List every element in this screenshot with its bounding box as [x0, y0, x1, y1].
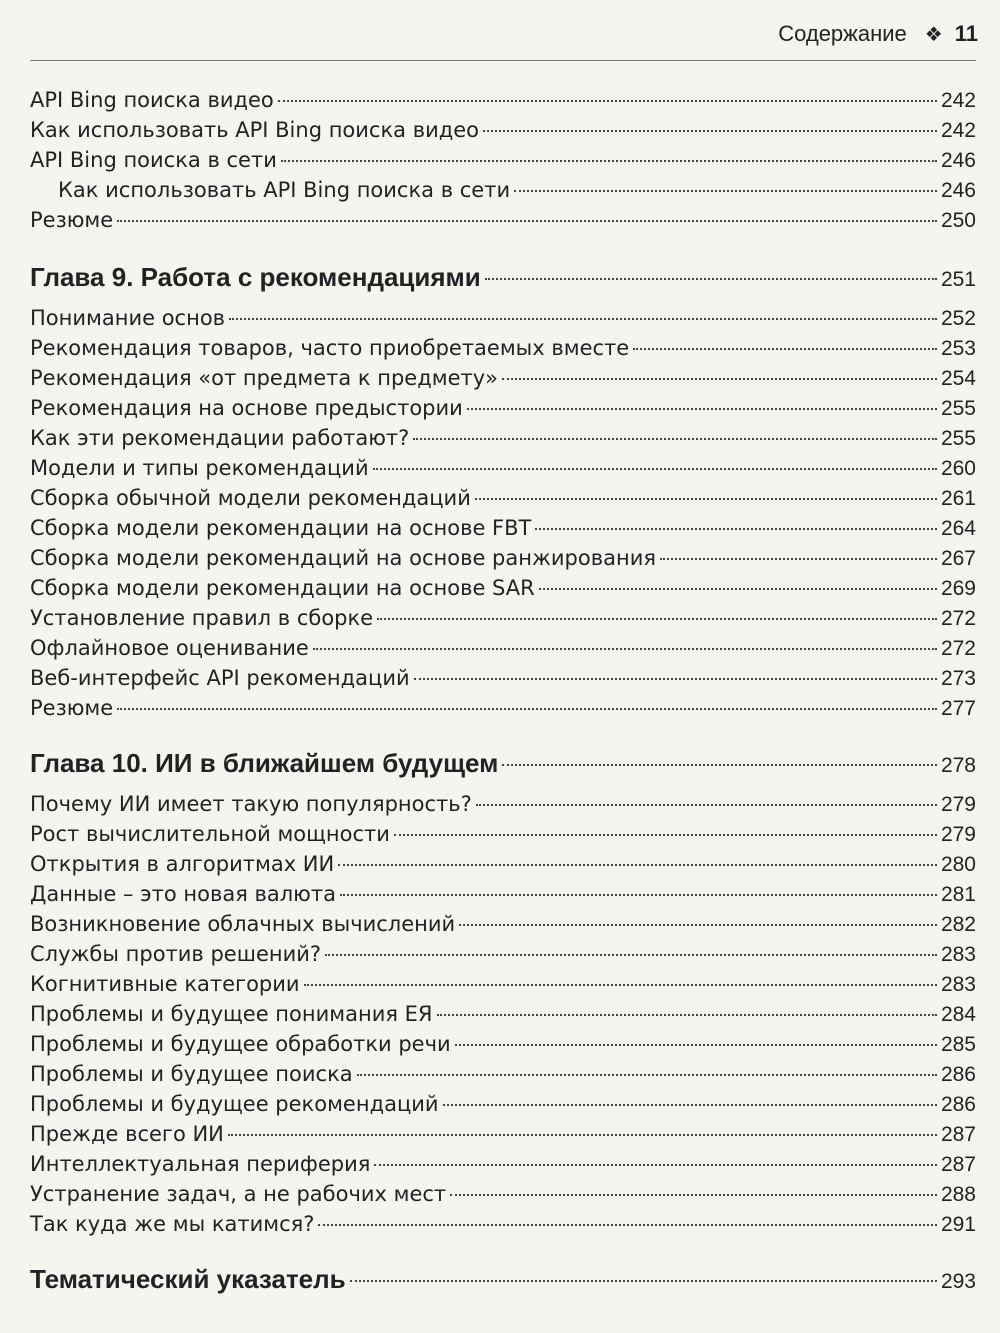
- toc-entry-page: 277: [940, 697, 976, 720]
- toc-entry-page: 278: [940, 754, 976, 777]
- toc-entry-page: 281: [940, 883, 976, 906]
- toc-entry-page: 282: [940, 913, 976, 936]
- dot-leader: [502, 378, 937, 380]
- toc-entry-page: 267: [940, 547, 976, 570]
- toc-entry-title: Офлайновое оценивание: [30, 636, 309, 660]
- dot-leader: [117, 220, 937, 222]
- toc-entry-page: 291: [940, 1213, 976, 1236]
- toc-entry-title: Возникновение облачных вычислений: [30, 912, 456, 936]
- toc-entry-title: Устранение задач, а не рабочих мест: [30, 1182, 447, 1206]
- toc-entry: [30, 486, 976, 511]
- toc-entry: [30, 606, 976, 631]
- toc-entry: [30, 396, 976, 421]
- toc-chapter-heading: [30, 262, 976, 293]
- dot-leader: [414, 678, 937, 680]
- ornament-icon: ❖: [924, 23, 943, 46]
- toc-entry-title: Сборка модели рекомендации на основе SAR: [30, 576, 535, 600]
- toc-entry: [30, 366, 976, 391]
- toc-entry-title: Сборка модели рекомендации на основе FBT: [30, 516, 532, 540]
- dot-leader: [304, 984, 937, 986]
- dot-leader: [338, 864, 937, 866]
- toc-entry-page: 252: [940, 307, 976, 330]
- toc-entry-title: Так куда же мы катимся?: [30, 1212, 315, 1236]
- dot-leader: [325, 954, 937, 956]
- dot-leader: [413, 438, 937, 440]
- toc-entry-title: Проблемы и будущее понимания ЕЯ: [30, 1002, 433, 1026]
- toc-entry-title: Как использовать API Bing поиска в сети: [58, 178, 511, 202]
- toc-entry-page: 246: [940, 149, 976, 172]
- toc-entry-title: Сборка обычной модели рекомендаций: [30, 486, 471, 510]
- toc-entry: [30, 852, 976, 877]
- toc-entry-title: Как использовать API Bing поиска видео: [30, 118, 480, 142]
- dot-leader: [373, 468, 937, 470]
- toc-entry: [30, 636, 976, 661]
- dot-leader: [278, 100, 937, 102]
- toc-chapter-heading: [30, 1264, 976, 1295]
- toc-entry-page: 279: [940, 793, 976, 816]
- toc-entry-page: 272: [940, 637, 976, 660]
- toc-entry-page: 286: [940, 1063, 976, 1086]
- dot-leader: [281, 160, 937, 162]
- toc-entry-title: Рекомендация на основе предыстории: [30, 396, 463, 420]
- dot-leader: [660, 558, 937, 560]
- toc-entry-title: Сборка модели рекомендаций на основе ранжирования: [30, 546, 656, 570]
- toc-entry-title: Установление правил в сборке: [30, 606, 374, 630]
- dot-leader: [502, 764, 937, 766]
- toc-entry-page: 287: [940, 1123, 976, 1146]
- toc-entry-title: API Bing поиска в сети: [30, 148, 277, 172]
- toc-entry: [30, 546, 976, 571]
- toc-entry-page: 242: [940, 119, 976, 142]
- dot-leader: [467, 408, 937, 410]
- toc-entry-title: Рост вычислительной мощности: [30, 822, 390, 846]
- toc-entry: [30, 88, 976, 113]
- toc-entry: [30, 456, 976, 481]
- toc-entry-page: 272: [940, 607, 976, 630]
- dot-leader: [539, 588, 937, 590]
- toc-entry-title: Глава 10. ИИ в ближайшем будущем: [30, 748, 499, 778]
- section-title: Содержание: [778, 21, 907, 46]
- toc-entry: [30, 1122, 976, 1147]
- toc-entry: [30, 516, 976, 541]
- toc-entry-page: 293: [940, 1270, 976, 1293]
- toc-entry: [30, 1092, 976, 1117]
- toc-entry: [30, 1062, 976, 1087]
- toc-entry: [30, 942, 976, 967]
- toc-entry-page: 250: [940, 209, 976, 232]
- toc-entry: [30, 336, 976, 361]
- toc-entry-title: Рекомендация «от предмета к предмету»: [30, 366, 499, 390]
- toc-entry-page: 286: [940, 1093, 976, 1116]
- toc-entry-page: 260: [940, 457, 976, 480]
- dot-leader: [485, 278, 937, 280]
- toc-entry-title: Понимание основ: [30, 306, 226, 330]
- toc-entry: [30, 1032, 976, 1057]
- dot-leader: [350, 1280, 937, 1282]
- header-rule: [30, 60, 976, 61]
- toc-entry-page: 264: [940, 517, 976, 540]
- toc-entry: [30, 178, 976, 203]
- dot-leader: [455, 1044, 937, 1046]
- toc-entry-page: 273: [940, 667, 976, 690]
- dot-leader: [450, 1194, 937, 1196]
- toc-entry: [30, 912, 976, 937]
- dot-leader: [475, 498, 937, 500]
- toc-entry-title: Интеллектуальная периферия: [30, 1152, 371, 1176]
- toc-entry-title: Когнитивные категории: [30, 972, 300, 996]
- toc-entry-page: 287: [940, 1153, 976, 1176]
- page-number: 11: [954, 21, 978, 46]
- dot-leader: [377, 618, 937, 620]
- toc-entry-title: Веб-интерфейс API рекомендаций: [30, 666, 410, 690]
- toc-entry-page: 254: [940, 367, 976, 390]
- toc-entry-title: Почему ИИ имеет такую популярность?: [30, 792, 472, 816]
- dot-leader: [476, 804, 937, 806]
- dot-leader: [340, 894, 937, 896]
- running-header: [778, 18, 978, 50]
- toc-entry-title: Службы против решений?: [30, 942, 322, 966]
- toc-entry-title: Проблемы и будущее поиска: [30, 1062, 353, 1086]
- dot-leader: [229, 318, 937, 320]
- dot-leader: [437, 1014, 937, 1016]
- toc-entry-page: 283: [940, 973, 976, 996]
- toc-entry-title: Резюме: [30, 696, 114, 720]
- toc-entry-page: 288: [940, 1183, 976, 1206]
- toc-entry-title: Проблемы и будущее обработки речи: [30, 1032, 451, 1056]
- toc-entry-page: 255: [940, 427, 976, 450]
- toc-entry: [30, 426, 976, 451]
- toc-entry: [30, 1152, 976, 1177]
- dot-leader: [117, 708, 937, 710]
- dot-leader: [459, 924, 937, 926]
- toc-entry: [30, 576, 976, 601]
- dot-leader: [313, 648, 937, 650]
- toc-entry: [30, 306, 976, 331]
- toc-entry-title: Модели и типы рекомендаций: [30, 456, 369, 480]
- toc-entry-page: 283: [940, 943, 976, 966]
- toc-entry-title: Рекомендация товаров, часто приобретаемых вместе: [30, 336, 630, 360]
- toc-entry-page: 242: [940, 89, 976, 112]
- dot-leader: [357, 1074, 937, 1076]
- toc-entry-page: 279: [940, 823, 976, 846]
- dot-leader: [483, 130, 937, 132]
- toc-entry-title: API Bing поиска видео: [30, 88, 274, 112]
- toc-entry-title: Данные – это новая валюта: [30, 882, 336, 906]
- toc-entry-title: Прежде всего ИИ: [30, 1122, 224, 1146]
- toc-entry-page: 246: [940, 179, 976, 202]
- toc-entry-title: Открытия в алгоритмах ИИ: [30, 852, 335, 876]
- toc-entry-title: Проблемы и будущее рекомендаций: [30, 1092, 439, 1116]
- toc-entry-page: 269: [940, 577, 976, 600]
- toc-entry: [30, 1212, 976, 1237]
- toc-entry-page: 251: [940, 268, 976, 291]
- toc-entry: [30, 1182, 976, 1207]
- toc-entry-page: 253: [940, 337, 976, 360]
- dot-leader: [318, 1224, 937, 1226]
- toc-entry: [30, 666, 976, 691]
- toc-entry-title: Как эти рекомендации работают?: [30, 426, 410, 450]
- toc-entry: [30, 882, 976, 907]
- toc-entry: [30, 118, 976, 143]
- dot-leader: [228, 1134, 937, 1136]
- toc-entry: [30, 148, 976, 173]
- toc-entry-page: 285: [940, 1033, 976, 1056]
- toc-entry: [30, 208, 976, 233]
- toc-entry-page: 261: [940, 487, 976, 510]
- dot-leader: [535, 528, 937, 530]
- dot-leader: [394, 834, 937, 836]
- toc-entry-page: 255: [940, 397, 976, 420]
- toc-entry: [30, 792, 976, 817]
- toc-entry: [30, 696, 976, 721]
- dot-leader: [443, 1104, 937, 1106]
- toc-entry: [30, 972, 976, 997]
- dot-leader: [514, 190, 937, 192]
- toc-entry-page: 280: [940, 853, 976, 876]
- dot-leader: [633, 348, 937, 350]
- toc-entry-title: Резюме: [30, 208, 114, 232]
- toc-entry-title: Глава 9. Работа с рекомендациями: [30, 262, 481, 292]
- toc-entry: [30, 1002, 976, 1027]
- toc-entry: [30, 822, 976, 847]
- dot-leader: [374, 1164, 937, 1166]
- toc-entry-page: 284: [940, 1003, 976, 1026]
- toc-chapter-heading: [30, 748, 976, 779]
- toc-entry-title: Тематический указатель: [30, 1264, 346, 1294]
